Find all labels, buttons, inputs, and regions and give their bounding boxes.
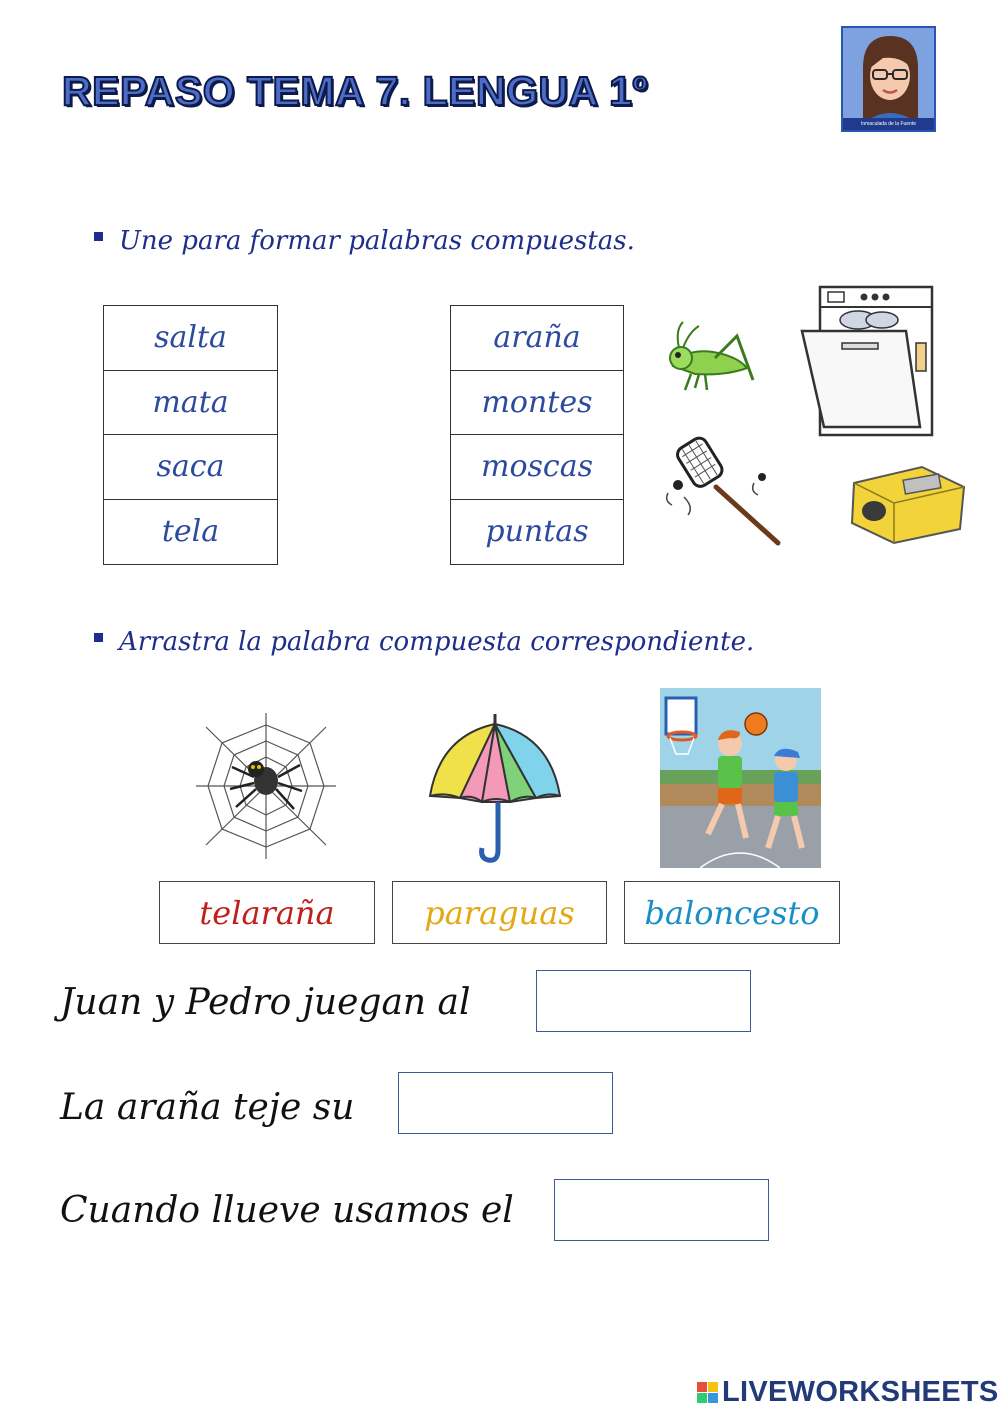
- drop-box-2[interactable]: [398, 1072, 613, 1134]
- answer-baloncesto[interactable]: [624, 881, 840, 944]
- pencil-sharpener-icon: [848, 455, 968, 545]
- bullet-icon: [94, 232, 103, 241]
- left-word-saca[interactable]: saca: [104, 435, 277, 500]
- basketball-icon: [660, 688, 821, 868]
- instruction-join-text: Une para formar palabras compuestas.: [119, 226, 635, 256]
- right-word-moscas[interactable]: moscas: [451, 435, 623, 500]
- right-word-montes[interactable]: montes: [451, 371, 623, 436]
- drop-box-3[interactable]: [554, 1179, 769, 1241]
- left-word-tela[interactable]: tela: [161, 514, 220, 550]
- grasshopper-icon: [655, 318, 763, 396]
- page-title: REPASO TEMA 7. LENGUA 1º: [62, 68, 648, 114]
- umbrella-icon: [420, 710, 570, 868]
- liveworksheets-logo-icon: [697, 1382, 718, 1403]
- drop-box-1[interactable]: [536, 970, 751, 1032]
- right-word-column: [450, 305, 624, 565]
- sentence-1: Juan y Pedro juegan al: [60, 982, 471, 1023]
- liveworksheets-brand-text: LIVEWORKSHEETS: [722, 1376, 999, 1408]
- sentence-3: Cuando llueve usamos el: [60, 1190, 514, 1231]
- answer-paraguas[interactable]: [392, 881, 607, 944]
- instruction-drag-text: Arrastra la palabra compuesta correspondiente.: [119, 627, 755, 657]
- spider-web-icon: [192, 707, 340, 865]
- fly-swatter-icon: [660, 435, 784, 547]
- right-word-puntas[interactable]: puntas: [485, 514, 589, 550]
- avatar-portrait-icon: [843, 28, 936, 122]
- left-word-column: [103, 305, 278, 565]
- left-word-mata[interactable]: mata: [104, 371, 277, 436]
- instruction-join: [94, 226, 635, 256]
- answer-telarana-label: telaraña: [199, 893, 335, 932]
- avatar-caption: Inmaculada de la Fuente: [843, 118, 934, 130]
- right-word-arana[interactable]: araña: [451, 306, 623, 371]
- instruction-drag: [94, 627, 754, 657]
- teacher-avatar: [841, 26, 936, 132]
- liveworksheets-logo: [697, 1376, 999, 1409]
- left-word-salta[interactable]: salta: [104, 306, 277, 371]
- answer-telarana[interactable]: [159, 881, 375, 944]
- dishwasher-icon: [798, 285, 936, 438]
- sentence-2: La araña teje su: [60, 1087, 355, 1128]
- answer-paraguas-label: paraguas: [424, 893, 575, 932]
- answer-baloncesto-label: baloncesto: [644, 893, 820, 932]
- bullet-icon: [94, 633, 103, 642]
